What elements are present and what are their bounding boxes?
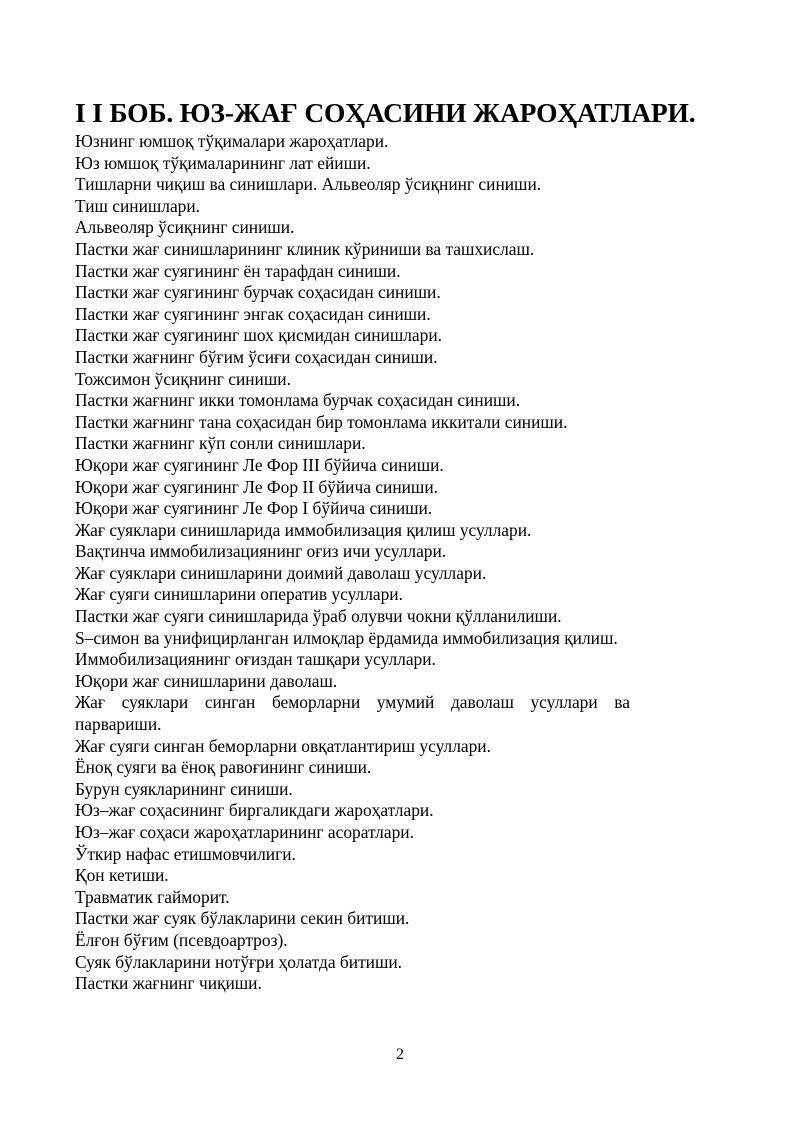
list-item: Травматик гайморит.: [75, 886, 230, 907]
list-item: Пастки жағнинг бўғим ўсиғи соҳасидан синиши.: [75, 346, 438, 367]
list-item: Ўткир нафас етишмовчилиги.: [75, 843, 296, 864]
list-item: Суяк бўлакларини нотўғри ҳолатда битиши.: [75, 951, 403, 972]
document-page: [75, 97, 696, 995]
list-item: Юқори жағ суягининг Ле Фор I бўйича синиши.: [75, 498, 433, 519]
list-item: Пастки жағ синишларининг клиник кўриниши ва ташхислаш.: [75, 238, 535, 259]
list-item: Тиш синишлари.: [75, 195, 201, 216]
list-item: Бурун суякларининг синиши.: [75, 778, 293, 799]
list-item: Жағ суяги синишларини оператив усуллари.: [75, 584, 403, 605]
list-item: Пастки жағ суягининг шох қисмидан синишлари.: [75, 325, 442, 346]
list-item: Жағ суяги синган беморларни овқатлантириш усуллари.: [75, 735, 491, 756]
list-item: Юқори жағ синишларини даволаш.: [75, 670, 338, 691]
list-item: Жағ суяклари синишларини доимий даволаш усуллари.: [75, 562, 487, 583]
list-item: Тожсимон ўсиқнинг синиши.: [75, 368, 291, 389]
list-item: Юз–жағ соҳасининг биргаликдаги жароҳатлари.: [75, 800, 434, 821]
list-item: Ёлғон бўғим (псевдоартроз).: [75, 929, 288, 950]
list-item: Қон кетиши.: [75, 865, 169, 886]
list-item: Пастки жағ суяги синишларида ўраб олувчи чокни қўлланилиши.: [75, 606, 562, 627]
list-item: Пастки жағ суягининг бурчак соҳасидан синиши.: [75, 282, 441, 303]
list-item: Пастки жағнинг икки томонлама бурчак соҳасидан синиши.: [75, 390, 521, 411]
chapter-heading: I I БОБ. ЮЗ-ЖАҒ СОҲАСИНИ ЖАРОҲАТЛАРИ.: [75, 97, 696, 128]
list-item: Пастки жағ суягининг энгак соҳасидан синиши.: [75, 303, 431, 324]
list-item: Ёноқ суяги ва ёноқ равоғининг синиши.: [75, 757, 372, 778]
list-item: Тишларни чиқиш ва синишлари. Альвеоляр ўсиқнинг синиши.: [75, 174, 542, 195]
list-item: Юзнинг юмшоқ тўқималари жароҳатлари.: [75, 131, 389, 151]
list-item: Пастки жағнинг тана соҳасидан бир томонлама иккитали синиши.: [75, 411, 568, 432]
list-item: Юқори жағ суягининг Ле Фор III бўйича синиши.: [75, 454, 444, 475]
list-item: Юқори жағ суягининг Ле Фор II бўйича синиши.: [75, 476, 438, 497]
list-item: Пастки жағнинг чиқиши.: [75, 973, 262, 994]
list-item: Пастки жағ суяк бўлакларини секин битиши.: [75, 908, 410, 929]
list-item: Иммобилизациянинг оғиздан ташқари усуллари.: [75, 649, 436, 670]
list-item: Пастки жағнинг кўп сонли синишлари.: [75, 433, 366, 454]
list-item: Пастки жағ суягининг ён тарафдан синиши.: [75, 260, 401, 281]
list-item: S–симон ва унифицирланган илмоқлар ёрдамида иммобилизация қилиш.: [75, 627, 618, 648]
list-item: Альвеоляр ўсиқнинг синиши.: [75, 217, 295, 238]
list-item: Вақтинча иммобилизациянинг оғиз ичи усуллари.: [75, 541, 447, 562]
list-item: Жағ суяклари синган беморларни умумий даволаш усуллари ва парвариши.: [75, 692, 630, 735]
list-item: Юз юмшоқ тўқималарининг лат ейиши.: [75, 152, 371, 173]
page-number: 2: [396, 1046, 404, 1063]
list-item: Юз–жағ соҳаси жароҳатларининг асоратлари.: [75, 822, 414, 842]
topic-list: [75, 131, 630, 995]
list-item: Жағ суяклари синишларида иммобилизация қилиш усуллари.: [75, 519, 532, 540]
